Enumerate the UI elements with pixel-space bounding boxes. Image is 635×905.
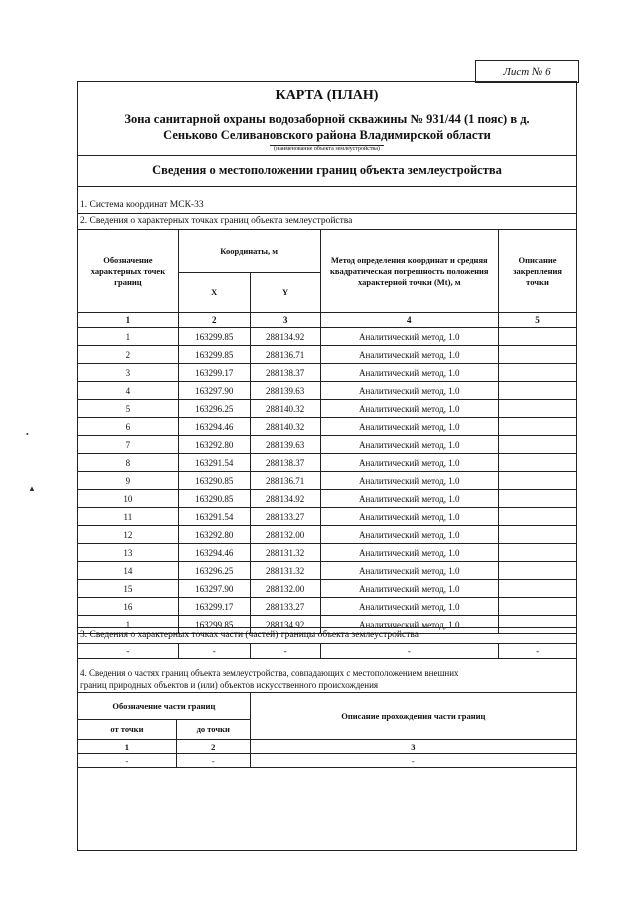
cell-y: 288131.32 xyxy=(250,544,320,562)
col-num: 3 xyxy=(250,313,320,328)
cell-desc xyxy=(499,436,577,454)
cell-pt: 9 xyxy=(78,472,179,490)
col-route-header: Описание прохождения части границ xyxy=(250,693,576,740)
cell-desc xyxy=(499,616,577,634)
section4-label-line1: 4. Сведения о частях границ объекта землеустройства, совпадающих с местоположением внешних xyxy=(80,668,459,678)
cell-method: Аналитический метод, 1.0 xyxy=(320,544,499,562)
table-row xyxy=(78,454,577,472)
cell-pt: 13 xyxy=(78,544,179,562)
table-cell: - xyxy=(78,754,177,768)
cell-desc xyxy=(499,454,577,472)
cell-y: 288139.63 xyxy=(250,436,320,454)
cell-method: Аналитический метод, 1.0 xyxy=(320,346,499,364)
cell-desc xyxy=(499,526,577,544)
cell-y: 288139.63 xyxy=(250,382,320,400)
cell-y: 288140.32 xyxy=(250,400,320,418)
cell-x: 163297.90 xyxy=(178,580,250,598)
cell-y: 288132.00 xyxy=(250,580,320,598)
divider xyxy=(77,627,577,628)
cell-pt: 4 xyxy=(78,382,179,400)
col-x-header: X xyxy=(178,273,250,313)
table-row xyxy=(78,346,577,364)
cell-method: Аналитический метод, 1.0 xyxy=(320,580,499,598)
cell-x: 163290.85 xyxy=(178,490,250,508)
sheet-number: Лист № 6 xyxy=(475,60,579,83)
col-num: 2 xyxy=(178,313,250,328)
scan-speck: • xyxy=(26,430,29,439)
cell-desc xyxy=(499,364,577,382)
cell-desc xyxy=(499,490,577,508)
cell-x: 163297.90 xyxy=(178,382,250,400)
table-cell: - xyxy=(250,644,320,659)
divider xyxy=(77,155,577,156)
cell-x: 163299.85 xyxy=(178,616,250,634)
cell-y: 288134.92 xyxy=(250,616,320,634)
cell-method: Аналитический метод, 1.0 xyxy=(320,472,499,490)
cell-method: Аналитический метод, 1.0 xyxy=(320,508,499,526)
table-row xyxy=(78,580,577,598)
cell-y: 288131.32 xyxy=(250,562,320,580)
cell-desc xyxy=(499,508,577,526)
cell-pt: 2 xyxy=(78,346,179,364)
cell-pt: 14 xyxy=(78,562,179,580)
cell-y: 288134.92 xyxy=(250,490,320,508)
cell-x: 163291.54 xyxy=(178,454,250,472)
table-cell: - xyxy=(250,754,576,768)
cell-pt: 15 xyxy=(78,580,179,598)
page-title: КАРТА (ПЛАН) xyxy=(275,88,379,103)
cell-y: 288132.00 xyxy=(250,526,320,544)
col-desc-header: Описание закрепления точки xyxy=(499,230,577,313)
cell-x: 163292.80 xyxy=(178,436,250,454)
col-num: 2 xyxy=(176,740,250,754)
cell-pt: 1 xyxy=(78,328,179,346)
cell-method: Аналитический метод, 1.0 xyxy=(320,436,499,454)
col-num: 3 xyxy=(250,740,576,754)
section-title: Сведения о местоположении границ объекта землеустройства xyxy=(152,163,502,177)
cell-pt: 7 xyxy=(78,436,179,454)
cell-desc xyxy=(499,598,577,616)
scan-speck: ▲ xyxy=(28,484,36,493)
cell-desc xyxy=(499,382,577,400)
object-caption: (наименование объекта землеустройства) xyxy=(77,146,577,152)
cell-x: 163299.17 xyxy=(178,364,250,382)
cell-pt: 12 xyxy=(78,526,179,544)
cell-pt: 6 xyxy=(78,418,179,436)
table-row xyxy=(78,508,577,526)
cell-y: 288138.37 xyxy=(250,364,320,382)
table-row xyxy=(78,526,577,544)
table-cell: - xyxy=(78,644,179,659)
cell-method: Аналитический метод, 1.0 xyxy=(320,418,499,436)
divider xyxy=(77,213,577,214)
cell-pt: 1 xyxy=(78,616,179,634)
col-point-header: Обозначение характерных точек границ xyxy=(78,230,179,313)
cell-x: 163299.85 xyxy=(178,346,250,364)
section3-label: 3. Сведения о характерных точках части (частей) границы объекта землеустройства xyxy=(80,630,419,640)
table-cell: - xyxy=(178,644,250,659)
col-num: 5 xyxy=(499,313,577,328)
cell-x: 163294.46 xyxy=(178,418,250,436)
cell-method: Аналитический метод, 1.0 xyxy=(320,526,499,544)
cell-method: Аналитический метод, 1.0 xyxy=(320,562,499,580)
table-row xyxy=(78,472,577,490)
cell-x: 163299.85 xyxy=(178,328,250,346)
cell-method: Аналитический метод, 1.0 xyxy=(320,454,499,472)
table-cell: - xyxy=(320,644,499,659)
cell-y: 288140.32 xyxy=(250,418,320,436)
col-to-header: до точки xyxy=(176,720,250,740)
cell-x: 163292.80 xyxy=(178,526,250,544)
coord-system: 1. Система координат МСК-33 xyxy=(80,200,204,210)
cell-pt: 16 xyxy=(78,598,179,616)
cell-x: 163294.46 xyxy=(178,544,250,562)
col-parts-header: Обозначение части границ xyxy=(78,693,251,720)
cell-desc xyxy=(499,418,577,436)
table-row xyxy=(78,328,577,346)
col-from-header: от точки xyxy=(78,720,177,740)
cell-x: 163290.85 xyxy=(178,472,250,490)
cell-desc xyxy=(499,472,577,490)
table-row xyxy=(78,562,577,580)
cell-y: 288133.27 xyxy=(250,508,320,526)
cell-pt: 8 xyxy=(78,454,179,472)
cell-method: Аналитический метод, 1.0 xyxy=(320,382,499,400)
cell-desc xyxy=(499,346,577,364)
table-row xyxy=(78,400,577,418)
cell-desc xyxy=(499,400,577,418)
cell-method: Аналитический метод, 1.0 xyxy=(320,400,499,418)
cell-desc xyxy=(499,580,577,598)
cell-method: Аналитический метод, 1.0 xyxy=(320,364,499,382)
col-num: 4 xyxy=(320,313,499,328)
col-num: 1 xyxy=(78,740,177,754)
table-row xyxy=(78,418,577,436)
table-row xyxy=(78,382,577,400)
table-row xyxy=(78,598,577,616)
cell-method: Аналитический метод, 1.0 xyxy=(320,598,499,616)
cell-y: 288136.71 xyxy=(250,472,320,490)
divider xyxy=(77,186,577,187)
cell-method: Аналитический метод, 1.0 xyxy=(320,616,499,634)
table-row xyxy=(78,490,577,508)
cell-desc xyxy=(499,544,577,562)
cell-desc xyxy=(499,328,577,346)
cell-y: 288136.71 xyxy=(250,346,320,364)
section2-label: 2. Сведения о характерных точках границ объекта землеустройства xyxy=(80,216,353,226)
cell-x: 163296.25 xyxy=(178,562,250,580)
table-cell: - xyxy=(176,754,250,768)
section4-label-line2: границ природных объектов и (или) объектов искусственного происхождения xyxy=(80,680,379,690)
cell-pt: 5 xyxy=(78,400,179,418)
points-table xyxy=(77,229,577,634)
cell-y: 288138.37 xyxy=(250,454,320,472)
cell-method: Аналитический метод, 1.0 xyxy=(320,490,499,508)
zone-name-line1: Зона санитарной охраны водозаборной скважины № 931/44 (1 пояс) в д. xyxy=(124,112,530,126)
section3-table xyxy=(77,643,577,659)
cell-pt: 10 xyxy=(78,490,179,508)
cell-y: 288134.92 xyxy=(250,328,320,346)
cell-method: Аналитический метод, 1.0 xyxy=(320,328,499,346)
cell-x: 163291.54 xyxy=(178,508,250,526)
cell-y: 288133.27 xyxy=(250,598,320,616)
cell-pt: 11 xyxy=(78,508,179,526)
cell-pt: 3 xyxy=(78,364,179,382)
table-row xyxy=(78,364,577,382)
cell-x: 163296.25 xyxy=(178,400,250,418)
cell-desc xyxy=(499,562,577,580)
cell-x: 163299.17 xyxy=(178,598,250,616)
col-method-header: Метод определения координат и средняя квадратическая погрешность положения характерной точки (Mt), м xyxy=(320,230,499,313)
table-row xyxy=(78,544,577,562)
table-cell: - xyxy=(499,644,577,659)
col-y-header: Y xyxy=(250,273,320,313)
zone-name-line2: Сеньково Селивановского района Владимирской области xyxy=(163,128,491,142)
col-num: 1 xyxy=(78,313,179,328)
parts-table xyxy=(77,692,577,768)
table-row xyxy=(78,436,577,454)
col-coords-header: Координаты, м xyxy=(178,230,320,273)
